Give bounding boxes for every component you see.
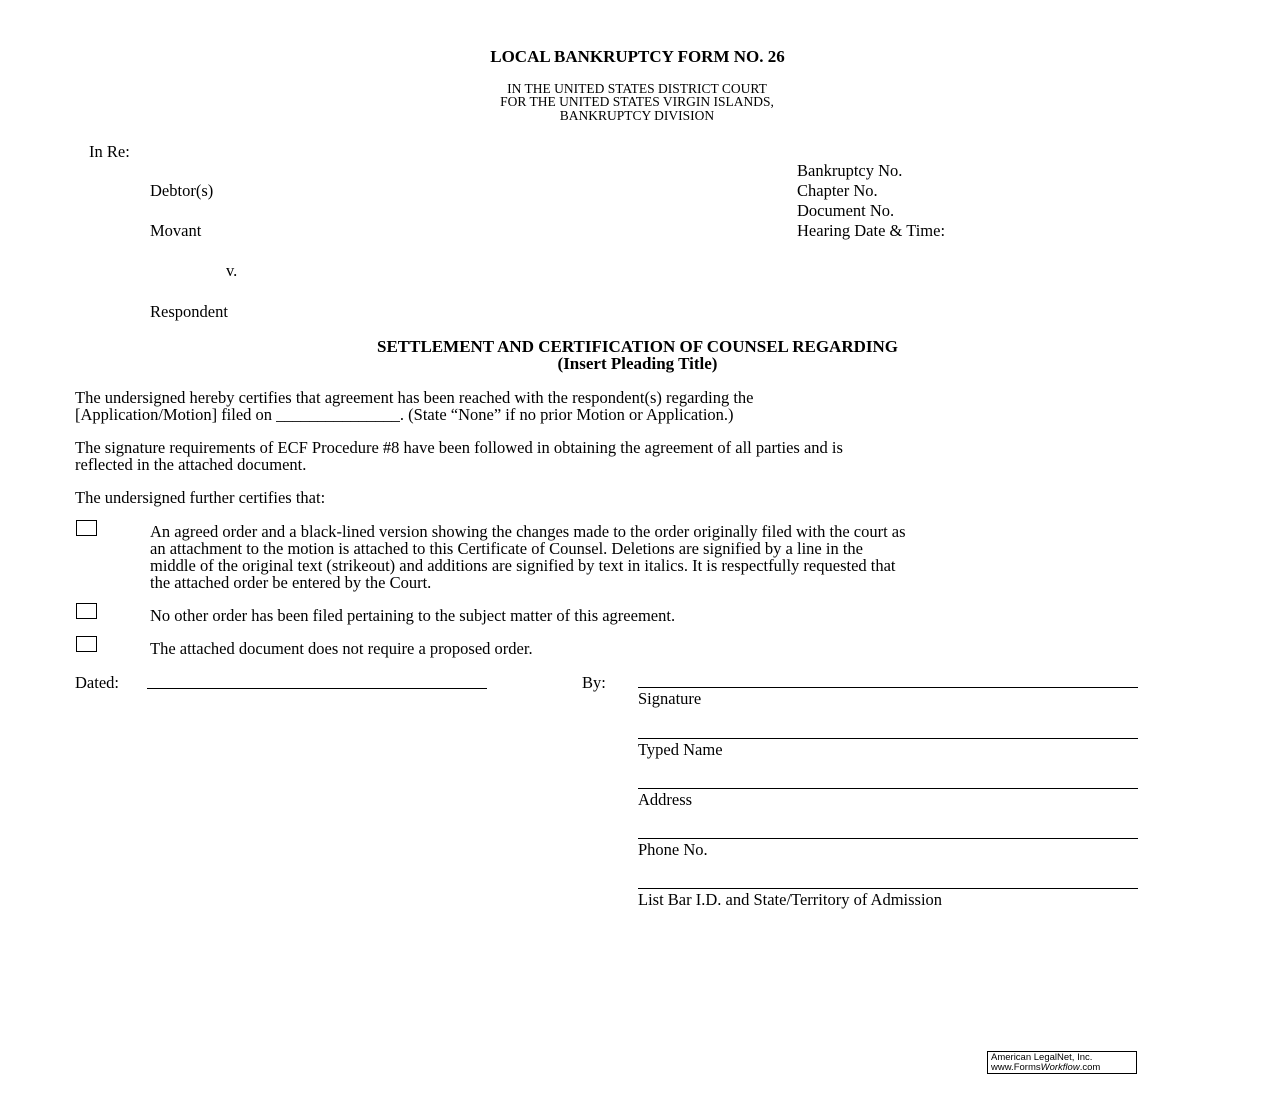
chapter-no-label: Chapter No. (797, 181, 878, 200)
address-line[interactable] (638, 788, 1138, 789)
document-no-label: Document No. (797, 201, 895, 220)
checkbox1-line2: an attachment to the motion is attached to this Certificate of Counsel. Deletions are signified by a line in the (150, 539, 863, 558)
checkbox1-line3: middle of the original text (strikeout) and additions are signified by text in italics. It is respectfully requested that (150, 556, 896, 575)
para2-line1: The signature requirements of ECF Procedure #8 have been followed in obtaining the agreement of all parties and is (75, 438, 843, 457)
typed-name-line[interactable] (638, 738, 1138, 739)
checkbox-no-other-order[interactable] (76, 603, 97, 619)
court-line-2: FOR THE UNITED STATES VIRGIN ISLANDS, (500, 94, 774, 109)
bankruptcy-no-label: Bankruptcy No. (797, 161, 903, 180)
logo-com: .com (1079, 1062, 1101, 1073)
checkbox1-line1: An agreed order and a black-lined version showing the changes made to the order originally filed with the court as (150, 522, 906, 541)
phone-line[interactable] (638, 838, 1138, 839)
pleading-subtitle: (Insert Pleading Title) (557, 354, 718, 373)
respondent-label: Respondent (150, 302, 228, 321)
court-line-1: IN THE UNITED STATES DISTRICT COURT (507, 81, 767, 96)
para1-line1: The undersigned hereby certifies that agreement has been reached with the respondent(s) regarding the (75, 388, 754, 407)
logo-workflow: Workflow (1040, 1062, 1080, 1073)
by-label: By: (582, 673, 606, 692)
dated-line[interactable] (147, 688, 487, 689)
logo-www: www.Forms (991, 1062, 1041, 1073)
in-re-label: In Re: (89, 142, 130, 161)
para2-line2: reflected in the attached document. (75, 455, 307, 474)
bar-id-line[interactable] (638, 888, 1138, 889)
address-label: Address (638, 790, 693, 809)
bar-id-label: List Bar I.D. and State/Territory of Admission (638, 890, 943, 909)
checkbox-no-proposed-order[interactable] (76, 636, 97, 652)
logo-line-2 (991, 1063, 1133, 1073)
pleading-title: SETTLEMENT AND CERTIFICATION OF COUNSEL REGARDING (377, 337, 898, 356)
movant-label: Movant (150, 221, 202, 240)
hearing-date-label: Hearing Date & Time: (797, 221, 946, 240)
checkbox1-line4: the attached order be entered by the Court. (150, 573, 432, 592)
typed-name-label: Typed Name (638, 740, 723, 759)
checkbox-agreed-order[interactable] (76, 520, 97, 536)
debtor-label: Debtor(s) (150, 181, 214, 200)
phone-label: Phone No. (638, 840, 708, 859)
american-legalnet-logo (987, 1051, 1137, 1074)
checkbox3-label: The attached document does not require a proposed order. (150, 639, 533, 658)
dated-label: Dated: (75, 673, 119, 692)
checkbox2-label: No other order has been filed pertaining to the subject matter of this agreement. (150, 606, 676, 625)
signature-line[interactable] (638, 687, 1138, 688)
versus-label: v. (226, 261, 238, 280)
form-number: LOCAL BANKRUPTCY FORM NO. 26 (490, 47, 785, 66)
logo-line-1: American LegalNet, Inc. (991, 1052, 1093, 1063)
para1-line2: [Application/Motion] filed on _______________. (State “None” if no prior Motion or Application.) (75, 405, 734, 424)
court-line-3: BANKRUPTCY DIVISION (559, 108, 715, 123)
para3: The undersigned further certifies that: (75, 488, 326, 507)
signature-label: Signature (638, 689, 702, 708)
